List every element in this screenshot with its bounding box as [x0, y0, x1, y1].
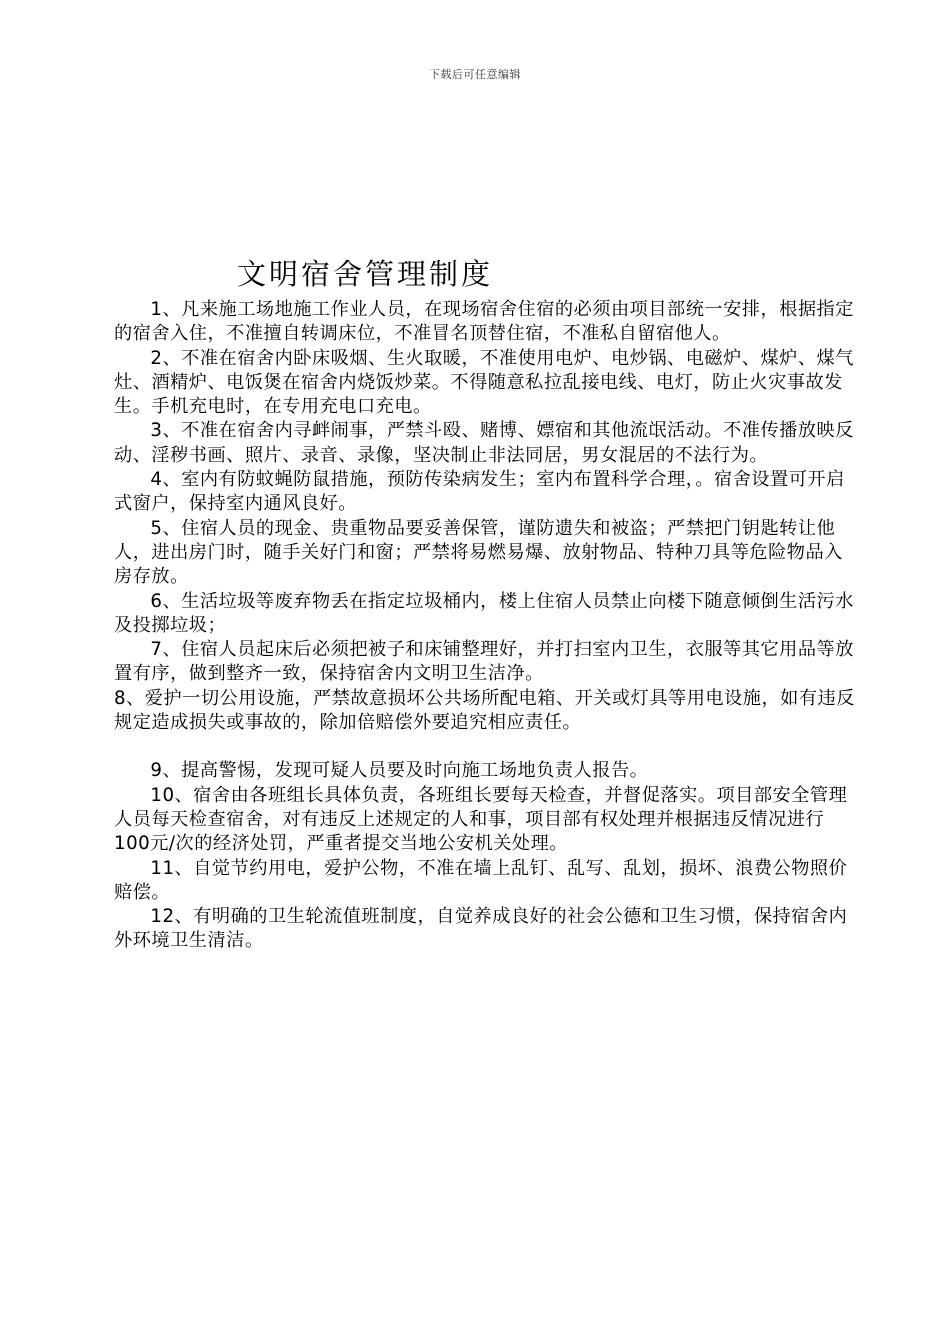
- rule-paragraph-11: 11、自觉节约用电，爱护公物，不准在墙上乱钉、乱写、乱划，损坏、浪费公物照价赔偿。: [114, 857, 848, 903]
- rule-paragraph-5: 5、住宿人员的现金、贵重物品要妥善保管，谨防遗失和被盗；严禁把门钥匙转让他人，进出房门时，随手关好门和窗；严禁将易燃易爆、放射物品、特种刀具等危险物品入房存放。: [114, 517, 843, 588]
- rule-paragraph-6: 6、生活垃圾等废弃物丢在指定垃圾桶内，楼上住宿人员禁止向楼下随意倾倒生活污水及投掷垃圾；: [114, 590, 854, 636]
- rule-paragraph-1: 1、凡来施工场地施工作业人员，在现场宿舍住宿的必须由项目部统一安排，根据指定的宿舍入住，不准擅自转调床位，不准冒名顶替住宿，不准私自留宿他人。: [114, 299, 854, 345]
- rule-paragraph-3: 3、不准在宿舍内寻衅闹事，严禁斗殴、赌博、嫖宿和其他流氓活动。不准传播放映反动、淫秽书画、照片、录音、录像，坚决制止非法同居，男女混居的不法行为。: [114, 420, 854, 466]
- rule-paragraph-4: 4、室内有防蚊蝇防鼠措施，预防传染病发生；室内布置科学合理，。宿舍设置可开启式窗户，保持室内通风良好。: [114, 469, 845, 515]
- rule-paragraph-8: 8、爱护一切公用设施，严禁故意损坏公共场所配电箱、开关或灯具等用电设施，如有违反规定造成损失或事故的，除加倍赔偿外要追究相应责任。: [114, 687, 855, 734]
- rule-paragraph-7: 7、住宿人员起床后必须把被子和床铺整理好，并打扫室内卫生，衣服等其它用品等放置有序，做到整齐一致，保持宿舍内文明卫生洁净。: [114, 639, 854, 685]
- document-title: 文明宿舍管理制度: [237, 257, 494, 291]
- rule-paragraph-2: 2、不准在宿舍内卧床吸烟、生火取暖，不准使用电炉、电炒锅、电磁炉、煤炉、煤气灶、酒精炉、电饭煲在宿舍内烧饭炒菜。不得随意私拉乱接电线、电灯，防止火灾事故发生。手机充电时，在专用充电口充电。: [114, 347, 854, 418]
- document-body: [114, 298, 858, 954]
- rule-paragraph-10: 10、宿舍由各班组长具体负责，各班组长要每天检查，并督促落实。项目部安全管理人员每天检查宿舍，对有违反上述规定的人和事，项目部有权处理并根据违反情况进行100元/次的经济处罚，严重者提交当地公安机关处理。: [114, 784, 848, 855]
- header-note: 下载后可任意编辑: [429, 68, 521, 81]
- rule-paragraph-9: 9、提高警惕，发现可疑人员要及时向施工场地负责人报告。: [150, 760, 649, 782]
- rule-paragraph-12: 12、有明确的卫生轮流值班制度，自觉养成良好的社会公德和卫生习惯，保持宿舍内外环境卫生清洁。: [114, 906, 848, 952]
